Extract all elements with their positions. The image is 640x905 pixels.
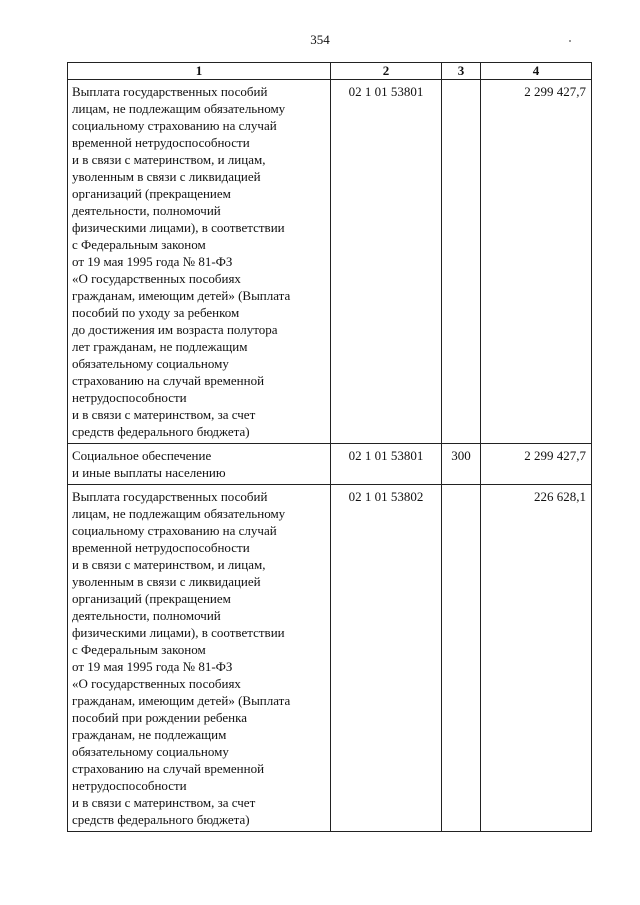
expense-name-line: обязательному социальному xyxy=(72,356,229,371)
expense-name-line: «О государственных пособиях xyxy=(72,271,241,286)
expense-name-line: социальному страхованию на случай xyxy=(72,118,277,133)
expense-name-line: лицам, не подлежащим обязательному xyxy=(72,101,286,116)
table-row xyxy=(68,444,592,485)
expense-name-line: с Федеральным законом xyxy=(72,237,206,252)
expense-name-line: физическими лицами), в соответствии xyxy=(72,625,285,640)
expense-name-line: и иные выплаты населению xyxy=(72,465,226,480)
expense-name-line: от 19 мая 1995 года № 81-ФЗ xyxy=(72,254,233,269)
table-row xyxy=(68,485,592,832)
expense-name-line: до достижения им возраста полутора xyxy=(72,322,278,337)
scan-speck xyxy=(569,40,571,42)
expense-name-line: Выплата государственных пособий xyxy=(72,84,268,99)
amount-cell: 226 628,1 xyxy=(481,485,592,832)
expense-name-line: уволенным в связи с ликвидацией xyxy=(72,169,261,184)
expense-name-cell xyxy=(68,80,331,444)
expense-name-line: уволенным в связи с ликвидацией xyxy=(72,574,261,589)
target-article-code-cell: 02 1 01 53801 xyxy=(331,80,442,444)
header-col-3: 3 xyxy=(442,63,481,80)
expense-name-line: деятельности, полномочий xyxy=(72,608,221,623)
expense-name-line: гражданам, имеющим детей» (Выплата xyxy=(72,288,291,303)
expense-name-line: физическими лицами), в соответствии xyxy=(72,220,285,235)
expense-name-line: пособий при рождении ребенка xyxy=(72,710,247,725)
header-col-2: 2 xyxy=(331,63,442,80)
expense-name-line: средств федерального бюджета) xyxy=(72,424,250,439)
header-col-1: 1 xyxy=(68,63,331,80)
expense-name-cell xyxy=(68,485,331,832)
amount-cell: 2 299 427,7 xyxy=(481,80,592,444)
expense-name-line: и в связи с материнством, за счет xyxy=(72,795,256,810)
expense-name-line: лет гражданам, не подлежащим xyxy=(72,339,248,354)
expense-name-line: временной нетрудоспособности xyxy=(72,540,250,555)
expense-name-line: лицам, не подлежащим обязательному xyxy=(72,506,286,521)
expense-type-cell xyxy=(442,80,481,444)
expense-name-line: страхованию на случай временной xyxy=(72,761,265,776)
header-col-4: 4 xyxy=(481,63,592,80)
amount-cell: 2 299 427,7 xyxy=(481,444,592,485)
expense-name-line: и в связи с материнством, за счет xyxy=(72,407,256,422)
expense-name-line: страхованию на случай временной xyxy=(72,373,265,388)
expense-name-line: деятельности, полномочий xyxy=(72,203,221,218)
expense-type-cell: 300 xyxy=(442,444,481,485)
expense-name-line: «О государственных пособиях xyxy=(72,676,241,691)
expense-name-cell xyxy=(68,444,331,485)
table-row xyxy=(68,80,592,444)
expense-name-line: и в связи с материнством, и лицам, xyxy=(72,152,266,167)
target-article-code-cell: 02 1 01 53801 xyxy=(331,444,442,485)
expense-name-line: организаций (прекращением xyxy=(72,591,231,606)
header-row xyxy=(68,63,592,80)
expense-name-line: нетрудоспособности xyxy=(72,390,187,405)
expense-name-line: обязательному социальному xyxy=(72,744,229,759)
expense-name-line: временной нетрудоспособности xyxy=(72,135,250,150)
expense-name-line: Социальное обеспечение xyxy=(72,448,212,463)
budget-table xyxy=(67,62,592,832)
expense-name-line: с Федеральным законом xyxy=(72,642,206,657)
expense-name-line: средств федерального бюджета) xyxy=(72,812,250,827)
expense-name-line: организаций (прекращением xyxy=(72,186,231,201)
expense-name-line: гражданам, имеющим детей» (Выплата xyxy=(72,693,291,708)
page-number: 354 xyxy=(310,32,330,47)
expense-name-line: от 19 мая 1995 года № 81-ФЗ xyxy=(72,659,233,674)
expense-name-line: социальному страхованию на случай xyxy=(72,523,277,538)
expense-name-line: и в связи с материнством, и лицам, xyxy=(72,557,266,572)
expense-name-line: гражданам, не подлежащим xyxy=(72,727,227,742)
target-article-code-cell: 02 1 01 53802 xyxy=(331,485,442,832)
expense-name-line: пособий по уходу за ребенком xyxy=(72,305,240,320)
expense-name-line: Выплата государственных пособий xyxy=(72,489,268,504)
table-body xyxy=(68,80,592,832)
expense-type-cell xyxy=(442,485,481,832)
expense-name-line: нетрудоспособности xyxy=(72,778,187,793)
